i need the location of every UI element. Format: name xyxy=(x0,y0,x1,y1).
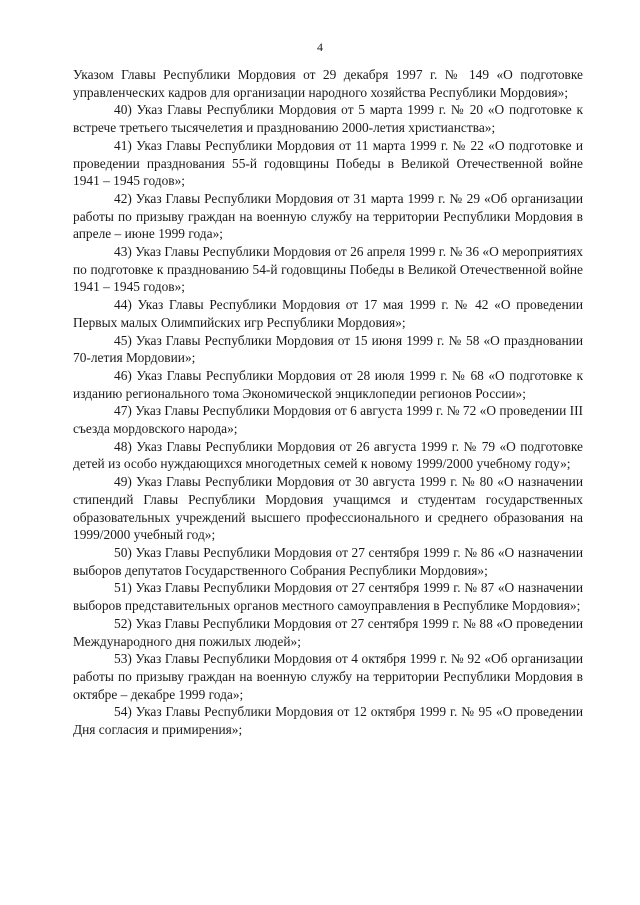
paragraph-continued: Указом Главы Республики Мордовия от 29 декабря 1997 г. № 149 «О подготовке управленческих кадров для организации народного хозяйства Республики Мордовия»; xyxy=(73,67,583,100)
paragraph-item-53: 53) Указ Главы Республики Мордовия от 4 октября 1999 г. № 92 «Об организации работы по призыву граждан на военную службу на территории Республики Мордовия в октябре – декабре 1999 года»; xyxy=(73,651,583,702)
paragraph-item-46: 46) Указ Главы Республики Мордовия от 28 июля 1999 г. № 68 «О подготовке к изданию регионального тома Экономической энциклопедии регионов России»; xyxy=(73,367,583,401)
paragraph-item-45: 45) Указ Главы Республики Мордовия от 15 июня 1999 г. № 58 «О праздновании 70-летия Мордовии»; xyxy=(73,332,583,366)
document-body xyxy=(73,66,583,739)
page-number: 4 xyxy=(317,40,323,54)
paragraph-item-51: 51) Указ Главы Республики Мордовия от 27 сентября 1999 г. № 87 «О назначении выборов представительных органов местного самоуправления в Республике Мордовия»; xyxy=(73,580,583,614)
paragraph-item-42: 42) Указ Главы Республики Мордовия от 31 марта 1999 г. № 29 «Об организации работы по призыву граждан на военную службу на территории Республики Мордовия в апреле – июне 1999 года»; xyxy=(73,190,583,242)
paragraph-item-41: 41) Указ Главы Республики Мордовия от 11 марта 1999 г. № 22 «О подготовке и проведении празднования 55-й годовщины Победы в Великой Отечественной войне 1941 – 1945 годов»; xyxy=(73,137,583,189)
paragraph-item-40: 40) Указ Главы Республики Мордовия от 5 марта 1999 г. № 20 «О подготовке к встрече третьего тысячелетия и празднованию 2000-летия христианства»; xyxy=(73,102,583,136)
paragraph-item-48: 48) Указ Главы Республики Мордовия от 26 августа 1999 г. № 79 «О подготовке детей из особо нуждающихся многодетных семей к новому 1999/2000 учебному году»; xyxy=(73,438,583,472)
paragraph-item-54: 54) Указ Главы Республики Мордовия от 12 октября 1999 г. № 95 «О проведении Дня согласия и примирения»; xyxy=(73,704,583,738)
paragraph-item-47: 47) Указ Главы Республики Мордовия от 6 августа 1999 г. № 72 «О проведении III съезда мордовского народа»; xyxy=(73,403,583,437)
paragraph-item-43: 43) Указ Главы Республики Мордовия от 26 апреля 1999 г. № 36 «О мероприятиях по подготовке к празднованию 54-й годовщины Победы в Великой Отечественной войне 1941 – 1945 годов»; xyxy=(73,244,583,295)
paragraph-item-49: 49) Указ Главы Республики Мордовия от 30 августа 1999 г. № 80 «О назначении стипендий Главы Республики Мордовия учащимся и студентам государственных образовательных учреждений высшего профессионального и среднего образования на 1999/2000 учебный год»; xyxy=(73,474,583,543)
paragraph-item-50: 50) Указ Главы Республики Мордовия от 27 сентября 1999 г. № 86 «О назначении выборов депутатов Государственного Собрания Республики Мордовия»; xyxy=(73,544,583,578)
paragraph-item-52: 52) Указ Главы Республики Мордовия от 27 сентября 1999 г. № 88 «О проведении Международного дня пожилых людей»; xyxy=(73,615,583,649)
paragraph-item-44: 44) Указ Главы Республики Мордовия от 17 мая 1999 г. № 42 «О проведении Первых малых Олимпийских игр Республики Мордовия»; xyxy=(73,297,583,330)
